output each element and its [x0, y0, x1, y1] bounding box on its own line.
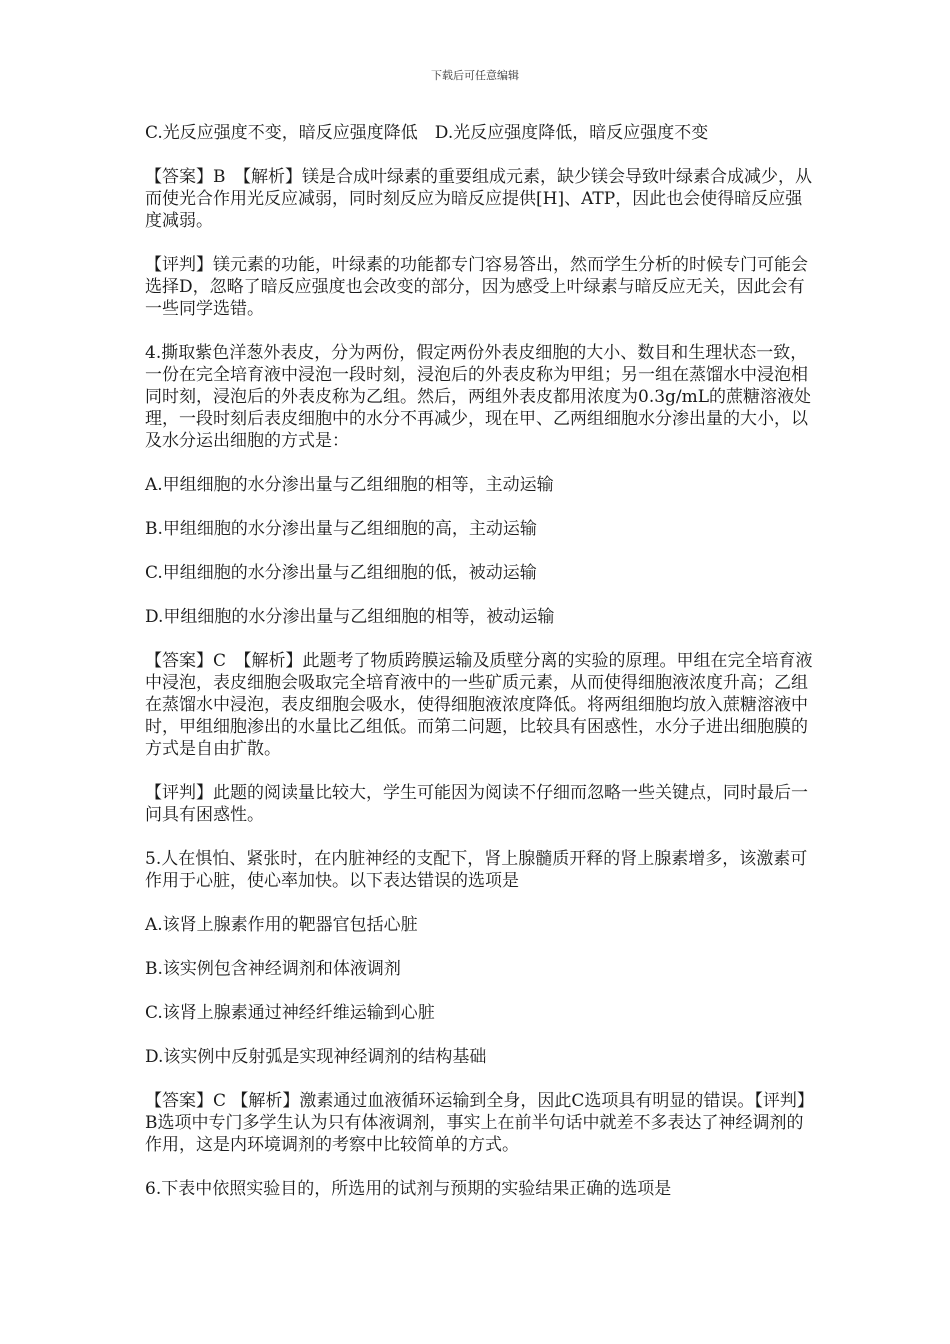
option-4a: A.甲组细胞的水分渗出量与乙组细胞的相等，主动运输: [145, 475, 554, 495]
answer-3: 【答案】B 【解析】镁是合成叶绿素的重要组成元素，缺少镁会导致叶绿素合成减少，从而使光合作用光反应减弱，同时刻反应为暗反应提供[H]、ATP，因此也会使得暗反应强度减弱。: [145, 167, 812, 231]
option-5d: D.该实例中反射弧是实现神经调剂的结构基础: [145, 1047, 487, 1067]
answer-5: 【答案】C 【解析】激素通过血液循环运输到全身，因此C选项具有明显的错误。【评判】B选项中专门多学生认为只有体液调剂，事实上在前半句话中就差不多表达了神经调剂的作用，这是内环境调剂的考察中比较简单的方式。: [145, 1091, 814, 1155]
option-line-c-d: C.光反应强度不变，暗反应强度降低 D.光反应强度降低，暗反应强度不变: [145, 123, 709, 143]
document-body: [145, 122, 817, 1222]
answer-4: 【答案】C 【解析】此题考了物质跨膜运输及质壁分离的实验的原理。甲组在完全培育液中浸泡，表皮细胞会吸取完全培育液中的一些矿质元素，从而使得细胞液浓度升高；乙组在蒸馏水中浸泡，表皮细胞会吸水，使得细胞液浓度降低。将两组细胞均放入蔗糖溶液中时，甲组细胞渗出的水量比乙组低。而第二问题，比较具有困惑性，水分子进出细胞膜的方式是自由扩散。: [145, 651, 813, 759]
option-5b: B.该实例包含神经调剂和体液调剂: [145, 959, 401, 979]
option-4b: B.甲组细胞的水分渗出量与乙组细胞的高，主动运输: [145, 519, 537, 539]
option-4d: D.甲组细胞的水分渗出量与乙组细胞的相等，被动运输: [145, 607, 555, 627]
page-header: 下载后可任意编辑: [431, 69, 519, 82]
option-4c: C.甲组细胞的水分渗出量与乙组细胞的低，被动运输: [145, 563, 537, 583]
comment-4: 【评判】此题的阅读量比较大，学生可能因为阅读不仔细而忽略一些关键点，同时最后一问具有困惑性。: [145, 783, 808, 825]
question-6: 6.下表中依照实验目的，所选用的试剂与预期的实验结果正确的选项是: [145, 1179, 672, 1199]
option-5c: C.该肾上腺素通过神经纤维运输到心脏: [145, 1003, 435, 1023]
question-4: 4.撕取紫色洋葱外表皮，分为两份，假定两份外表皮细胞的大小、数目和生理状态一致，一份在完全培育液中浸泡一段时刻，浸泡后的外表皮称为甲组；另一组在蒸馏水中浸泡相同时刻，浸泡后的外表皮称为乙组。然后，两组外表皮都用浓度为0.3g/mL的蔗糖溶液处理，一段时刻后表皮细胞中的水分不再减少，现在甲、乙两组细胞水分渗出量的大小，以及水分运出细胞的方式是：: [145, 343, 812, 451]
comment-3: 【评判】镁元素的功能，叶绿素的功能都专门容易答出，然而学生分析的时候专门可能会选择D，忽略了暗反应强度也会改变的部分，因为感受上叶绿素与暗反应无关，因此会有一些同学选错。: [145, 255, 808, 319]
question-5: 5.人在惧怕、紧张时，在内脏神经的支配下，肾上腺髓质开释的肾上腺素增多，该激素可作用于心脏，使心率加快。以下表达错误的选项是: [145, 849, 808, 891]
option-5a: A.该肾上腺素作用的靶器官包括心脏: [145, 915, 418, 935]
